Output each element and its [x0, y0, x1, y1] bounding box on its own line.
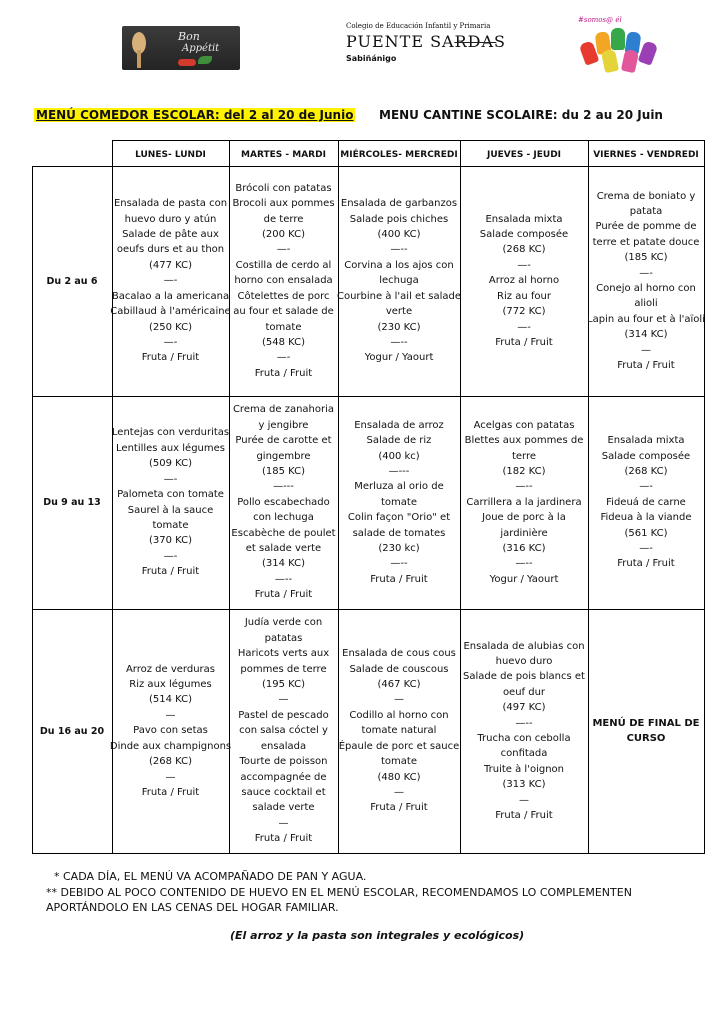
- bon-appetit-logo: [122, 26, 240, 70]
- menu-cell: [109, 609, 232, 853]
- menu-line: sauce cocktail et: [241, 786, 326, 798]
- menu-line: (370 KC): [148, 535, 193, 547]
- menu-line: huevo duro y atún: [124, 213, 217, 225]
- menu-line: Fideua à la viande: [600, 512, 692, 524]
- menu-line: confitada: [500, 748, 548, 760]
- menu-line: —-: [517, 259, 531, 271]
- menu-line: Brócoli con patatas: [235, 182, 332, 194]
- menu-line: Escabèche de poulet: [231, 527, 336, 539]
- menu-cell: [460, 166, 588, 396]
- menu-line: Lentejas con verduritas: [111, 427, 230, 439]
- menu-line: verte: [385, 306, 413, 318]
- menu-cell: [588, 166, 704, 396]
- menu-line: Palometa con tomate: [117, 489, 224, 501]
- menu-line: jardinière: [500, 527, 548, 539]
- menu-line: (514 KC): [148, 694, 193, 706]
- menu-line: Crema de boniato y: [596, 190, 696, 202]
- menu-line: (561 KC): [624, 527, 668, 539]
- menu-line: lechuga: [379, 275, 419, 287]
- menu-line: Fruta / Fruit: [254, 833, 313, 845]
- menu-line: —: [165, 709, 176, 721]
- menu-line: —-: [163, 550, 178, 562]
- menu-line: —---: [388, 465, 410, 477]
- menu-line: (230 KC): [377, 321, 421, 333]
- menu-line: —--: [390, 336, 408, 348]
- school-town: Sabiñánigo: [346, 54, 397, 63]
- menu-line: Saurel à la sauce: [127, 504, 214, 516]
- menu-line: Salade de couscous: [349, 663, 449, 675]
- menu-line: Fruta / Fruit: [370, 802, 428, 814]
- menu-line: —: [519, 794, 529, 806]
- hands-caption: #somos@ él: [578, 16, 622, 24]
- menu-line: Dinde aux champignons: [109, 740, 232, 752]
- menu-line: terre: [511, 450, 537, 462]
- menu-line: con lechuga: [253, 512, 314, 524]
- menu-line: accompagnée de: [240, 771, 327, 783]
- menu-line: —-: [163, 473, 178, 485]
- menu-line: Judía verde con: [244, 617, 323, 629]
- menu-line: Yogur / Yaourt: [364, 352, 434, 364]
- menu-line: Fruta / Fruit: [370, 573, 428, 585]
- menu-line: Courbine à l'ail et salade: [336, 290, 462, 302]
- menu-line: Fruta / Fruit: [141, 786, 200, 798]
- menu-line: huevo duro: [495, 655, 553, 667]
- menu-line: Lapin au four et à l'aïoli: [587, 313, 705, 325]
- note-bread-water: * CADA DÍA, EL MENÚ VA ACOMPAÑADO DE PAN Y AGUA.: [54, 870, 367, 883]
- menu-line: —--: [515, 481, 533, 493]
- menu-line: (185 KC): [261, 465, 306, 477]
- menu-line: Côtelettes de porc: [237, 290, 330, 302]
- menu-line: —: [278, 694, 289, 706]
- menu-line: ensalada: [260, 740, 307, 752]
- hand-icon: [611, 28, 625, 50]
- week-label: Du 16 au 20: [39, 725, 105, 737]
- footer-note-organic: (El arroz y la pasta son integrales y ecológicos): [230, 929, 525, 942]
- menu-line: Bacalao a la americana: [111, 290, 230, 302]
- menu-line: (314 KC): [624, 329, 668, 341]
- column-header-thursday: JUEVES - JEUDI: [486, 150, 562, 160]
- menu-line: (509 KC): [148, 458, 193, 470]
- school-logo: [346, 22, 506, 74]
- menu-cell: [229, 166, 338, 396]
- paper-plane-icon: [449, 42, 496, 51]
- menu-line: Salade de pois blancs et: [463, 671, 585, 683]
- menu-line: Merluza al orio de: [354, 481, 444, 493]
- menu-line: Yogur / Yaourt: [489, 573, 559, 585]
- menu-line: Haricots verts aux: [237, 648, 330, 660]
- menu-line: (480 KC): [377, 771, 421, 783]
- menu-line: Ensalada de garbanzos: [340, 198, 458, 210]
- menu-cell: [229, 609, 338, 853]
- menu-line: salade verte: [252, 802, 315, 814]
- table-border: [704, 140, 705, 854]
- column-header-wednesday: MIÉRCOLES- MERCREDI: [340, 150, 458, 160]
- table-border: [32, 853, 704, 854]
- menu-line: —-: [276, 244, 291, 256]
- column-header-monday: LUNES- LUNDI: [135, 150, 206, 160]
- menu-line: Brocoli aux pommes: [232, 198, 335, 210]
- menu-line: terre et patate douce: [592, 236, 700, 248]
- menu-cell: [460, 396, 588, 609]
- menu-line: Salade de riz: [366, 435, 432, 447]
- menu-line: Ensalada de alubias con: [463, 640, 585, 652]
- menu-line: (400 kc): [378, 450, 420, 462]
- menu-cell-end-of-year: [588, 609, 704, 853]
- menu-line: —--: [274, 573, 293, 585]
- menu-line: —---: [273, 481, 294, 493]
- menu-line: Fideuá de carne: [606, 496, 686, 508]
- menu-line: salade de tomates: [352, 527, 446, 539]
- menu-line: Tourte de poisson: [239, 756, 328, 768]
- school-subtitle: Colegio de Educación Infantil y Primaria: [346, 22, 491, 30]
- menu-line: —--: [390, 244, 408, 256]
- menu-line: Acelgas con patatas: [473, 419, 575, 431]
- menu-line: —-: [639, 481, 653, 493]
- menu-line: Fruta / Fruit: [254, 589, 313, 601]
- spoon-handle-icon: [137, 50, 141, 68]
- menu-line: au four et salade de: [233, 306, 334, 318]
- menu-line: (268 KC): [502, 244, 546, 256]
- menu-line: Fruta / Fruit: [495, 810, 553, 822]
- menu-line: con salsa cóctel y: [239, 725, 328, 737]
- menu-line: tomate: [152, 519, 189, 531]
- menu-line: Pollo escabechado: [237, 496, 330, 508]
- menu-line: —: [165, 771, 176, 783]
- menu-line: (313 KC): [502, 779, 546, 791]
- menu-line: —: [394, 694, 404, 706]
- menu-line: —-: [639, 543, 653, 555]
- menu-line: (467 KC): [377, 679, 421, 691]
- menu-line: Salade composée: [479, 229, 569, 241]
- menu-line: (230 kc): [378, 543, 420, 555]
- logo-text-appetit: Appétit: [182, 43, 220, 54]
- menu-line: tomate natural: [361, 725, 437, 737]
- menu-line: —: [278, 817, 289, 829]
- menu-line: —-: [163, 275, 178, 287]
- menu-line: Salade composée: [601, 450, 691, 462]
- menu-cell: [588, 396, 704, 609]
- menu-line: alioli: [634, 298, 658, 310]
- column-header-friday: VIERNES - VENDREDI: [593, 150, 699, 160]
- menu-line: de terre: [263, 213, 304, 225]
- menu-line: tomate: [265, 321, 302, 333]
- leaf-icon: [198, 56, 212, 64]
- menu-line: Fruta / Fruit: [617, 558, 675, 570]
- menu-title: [34, 108, 694, 126]
- menu-line: Purée de carotte et: [235, 435, 332, 447]
- menu-line: (477 KC): [148, 259, 193, 271]
- menu-line: Corvina a los ajos con: [344, 259, 454, 271]
- menu-line: Fruta / Fruit: [141, 352, 200, 364]
- menu-line: Colin façon "Orio" et: [347, 512, 451, 524]
- pepper-icon: [178, 59, 196, 66]
- menu-line: patata: [629, 205, 663, 217]
- menu-line: Blettes aux pommes de: [464, 435, 584, 447]
- menu-line: oeufs durs et au thon: [116, 244, 225, 256]
- menu-line: Conejo al horno con: [596, 283, 696, 294]
- menu-line: (497 KC): [502, 702, 546, 714]
- menu-line: Ensalada de cous cous: [342, 648, 456, 660]
- menu-line: (400 KC): [377, 229, 421, 241]
- menu-line: —: [394, 786, 404, 798]
- menu-line: Fruta / Fruit: [254, 367, 313, 379]
- menu-line: (316 KC): [502, 543, 546, 555]
- week-label: Du 9 au 13: [43, 497, 101, 508]
- menu-cell: [338, 166, 460, 396]
- menu-line: Riz aux légumes: [129, 679, 212, 691]
- menu-line: (200 KC): [261, 229, 306, 241]
- logo-text-bon: Bon: [178, 30, 200, 43]
- menu-line: pommes de terre: [240, 663, 327, 675]
- menu-line: Lentilles aux légumes: [116, 442, 225, 454]
- menu-line: oeuf dur: [502, 686, 546, 698]
- menu-line: Joue de porc à la: [482, 512, 566, 524]
- menu-line: Truite à l'oignon: [484, 763, 564, 775]
- menu-line: tomate: [381, 756, 417, 768]
- menu-line: Pastel de pescado: [238, 709, 329, 721]
- note-egg-recommendation: ** DEBIDO AL POCO CONTENIDO DE HUEVO EN EL MENÚ ESCOLAR, RECOMENDAMOS LO COMPLEMENTEN: [46, 886, 632, 899]
- menu-line: —-: [517, 321, 531, 333]
- menu-line: Arroz al horno: [488, 275, 560, 287]
- menu-cell: [338, 396, 460, 609]
- menu-cell: [229, 396, 338, 609]
- menu-line: (268 KC): [624, 465, 668, 477]
- menu-line: —-: [163, 336, 178, 348]
- menu-line: Trucha con cebolla: [477, 733, 571, 744]
- menu-line: —-: [276, 352, 291, 364]
- menu-line: gingembre: [256, 450, 311, 462]
- week-label: Du 2 au 6: [46, 275, 98, 287]
- colored-hands-logo: [578, 16, 664, 74]
- menu-line: Ensalada de pasta con: [113, 198, 228, 210]
- menu-line: MENÚ DE FINAL DE: [592, 717, 700, 729]
- menu-line: Ensalada mixta: [607, 435, 685, 447]
- menu-line: Ensalada de arroz: [354, 419, 444, 431]
- menu-cell: [112, 396, 229, 609]
- menu-line: (772 KC): [502, 306, 546, 318]
- menu-line: Salade de pâte aux: [122, 229, 219, 241]
- menu-line: (195 KC): [261, 679, 306, 691]
- menu-line: —--: [390, 558, 408, 570]
- menu-line: CURSO: [626, 733, 666, 744]
- menu-line: (182 KC): [502, 465, 546, 477]
- menu-line: (185 KC): [624, 252, 668, 264]
- menu-line: (268 KC): [148, 756, 193, 768]
- menu-cell: [112, 166, 229, 396]
- column-header-tuesday: MARTES - MARDI: [241, 150, 326, 160]
- menu-line: Crema de zanahoria: [232, 404, 335, 416]
- menu-line: —-: [639, 267, 653, 279]
- menu-line: Fruta / Fruit: [617, 360, 675, 372]
- menu-line: tomate: [381, 496, 417, 508]
- hand-icon: [621, 49, 639, 73]
- menu-line: Costilla de cerdo al: [235, 259, 332, 271]
- menu-line: Purée de pomme de: [595, 221, 697, 233]
- menu-line: horno con ensalada: [234, 275, 333, 287]
- menu-cell: [338, 609, 460, 853]
- title-spanish: MENÚ COMEDOR ESCOLAR: del 2 al 20 de Junio: [36, 108, 354, 122]
- menu-cell: [460, 609, 588, 853]
- menu-line: Salade pois chiches: [349, 213, 449, 225]
- menu-line: —--: [515, 558, 533, 570]
- menu-line: —: [641, 344, 651, 356]
- menu-line: Riz au four: [497, 290, 551, 302]
- menu-line: y jengibre: [258, 419, 309, 431]
- menu-line: (548 KC): [261, 336, 306, 348]
- menu-line: Carrillera a la jardinera: [466, 496, 582, 508]
- hand-icon: [638, 40, 659, 65]
- title-french: MENU CANTINE SCOLAIRE: du 2 au 20 Juin: [379, 108, 663, 122]
- menu-line: patatas: [264, 632, 303, 644]
- menu-line: —--: [515, 717, 533, 729]
- menu-line: Épaule de porc et sauce: [338, 740, 460, 752]
- menu-line: Fruta / Fruit: [495, 336, 553, 348]
- menu-line: Fruta / Fruit: [141, 566, 200, 578]
- menu-line: (314 KC): [261, 558, 306, 570]
- menu-line: Arroz de verduras: [125, 663, 216, 675]
- menu-line: (250 KC): [148, 321, 193, 333]
- menu-line: Cabillaud à l'américaine: [110, 306, 231, 318]
- school-name: PUENTE SARDAS: [346, 32, 506, 51]
- menu-line: Pavo con setas: [133, 725, 208, 737]
- note-egg-recommendation-cont: APORTÁNDOLO EN LAS CENAS DEL HOGAR FAMILIAR.: [46, 901, 339, 914]
- menu-line: Codillo al horno con: [349, 709, 449, 721]
- hand-icon: [601, 49, 619, 73]
- menu-line: Ensalada mixta: [485, 213, 563, 225]
- menu-line: et salade verte: [245, 543, 322, 555]
